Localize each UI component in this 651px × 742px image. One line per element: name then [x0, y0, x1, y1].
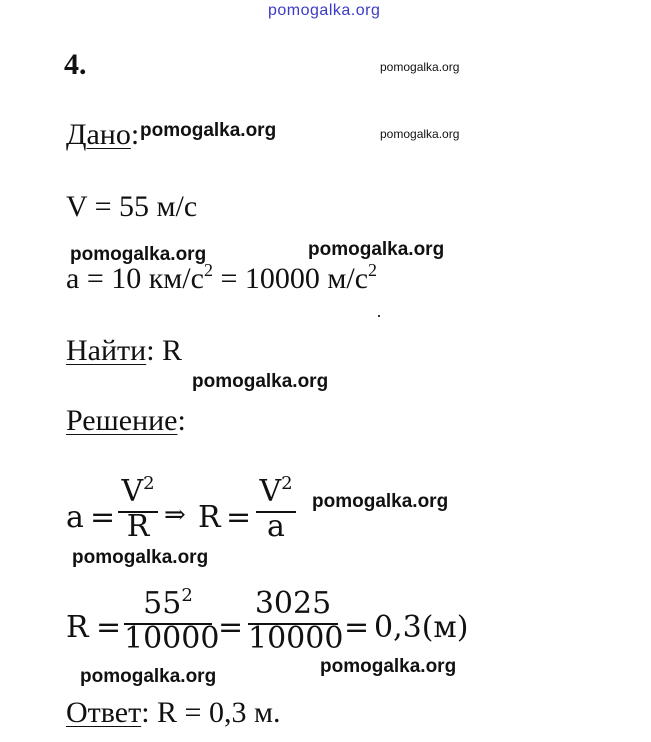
watermark: pomogalka.org — [70, 244, 207, 265]
fraction-denominator: a — [267, 509, 285, 544]
fraction-numerator: 3025 — [254, 586, 332, 621]
calc-eq3: = — [344, 610, 370, 645]
formula-fraction-2 — [256, 474, 296, 544]
answer-value: : R = 0,3 м. — [141, 696, 281, 729]
watermark: pomogalka.org — [312, 491, 449, 512]
calc-result: 0,3(м) — [374, 610, 469, 645]
acceleration-exp2: 2 — [368, 260, 378, 280]
acceleration-exp1: 2 — [203, 260, 213, 280]
stray-dot — [378, 315, 380, 317]
acceleration-part2: = 10000 м/с — [212, 262, 369, 295]
solution-heading — [66, 404, 186, 438]
fraction-denominator: 10000 — [124, 621, 220, 656]
formula-r: R — [198, 500, 221, 535]
watermark: pomogalka.org — [320, 656, 457, 677]
calc-eq1: = — [96, 610, 122, 645]
problem-number: 4. — [64, 48, 87, 81]
formula-a: a — [66, 500, 84, 535]
implies-arrow: ⇒ — [164, 500, 186, 530]
find-value: : R — [146, 334, 183, 367]
fraction-denominator: R — [126, 509, 150, 544]
fraction-numerator: $55^2$ — [143, 585, 193, 621]
given-velocity: V = 55 м/с — [66, 190, 198, 223]
given-colon: : — [130, 118, 140, 151]
answer-label: Ответ — [66, 696, 142, 729]
fraction-numerator: $V^2$ — [121, 473, 155, 509]
given-heading — [66, 118, 139, 152]
watermark: pomogalka.org — [380, 127, 460, 141]
formula-eq2: = — [226, 500, 252, 535]
solution-label: Решение — [66, 404, 178, 437]
watermark: pomogalka.org — [192, 371, 329, 392]
fraction-denominator: 10000 — [248, 621, 344, 656]
calc-fraction-1 — [124, 585, 220, 656]
formula-fraction-1 — [118, 474, 158, 544]
given-acceleration — [66, 262, 377, 296]
acceleration-part1: a = 10 км/с — [66, 262, 204, 295]
watermark: pomogalka.org — [72, 547, 209, 568]
solution-colon: : — [177, 404, 186, 437]
watermark-top[interactable]: pomogalka.org — [268, 2, 381, 19]
given-label: Дано — [66, 118, 131, 151]
calc-r: R — [66, 610, 89, 645]
find-label: Найти — [66, 334, 147, 367]
fraction-numerator: $V^2$ — [259, 473, 293, 509]
watermark: pomogalka.org — [80, 666, 217, 687]
watermark: pomogalka.org — [380, 60, 460, 74]
formula-eq1: = — [90, 500, 116, 535]
answer-line — [66, 696, 280, 730]
watermark: pomogalka.org — [140, 120, 277, 141]
watermark: pomogalka.org — [308, 239, 445, 260]
calc-eq2: = — [218, 610, 244, 645]
calc-fraction-2 — [248, 586, 344, 656]
find-heading — [66, 334, 182, 368]
